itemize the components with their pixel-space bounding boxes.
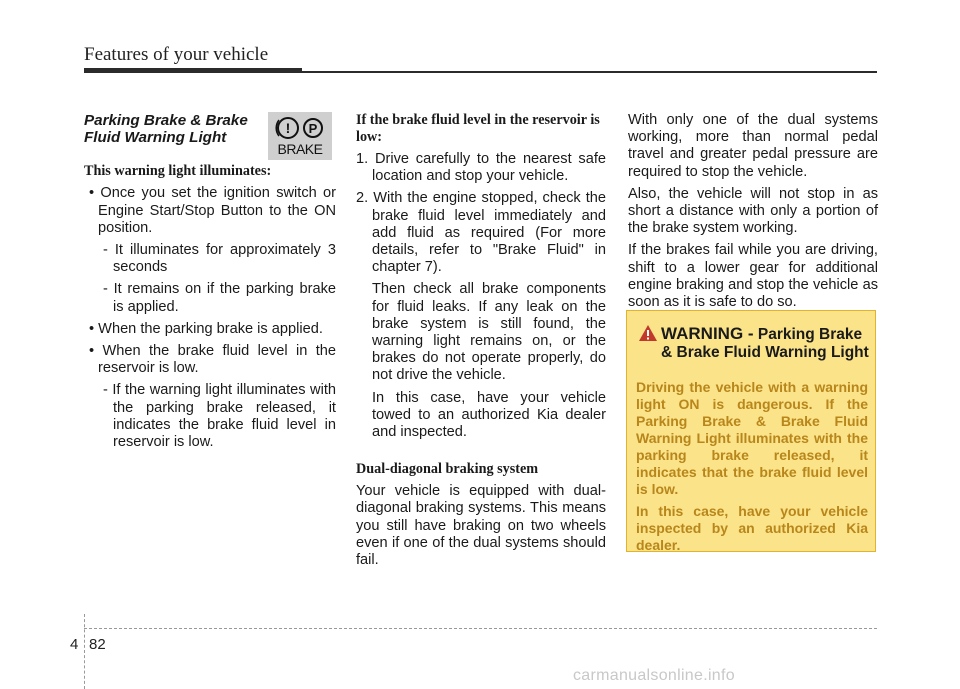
left-column — [84, 112, 336, 451]
page-header-title: Features of your vehicle — [84, 44, 269, 65]
fluid-low-heading: If the brake fluid level in the reservoir is low: — [356, 112, 600, 145]
warning-label: WARNING - — [661, 324, 754, 343]
step-1: 1. Drive carefully to the nearest safe location and stop your vehicle. — [356, 151, 606, 185]
header-rule-thin — [84, 71, 877, 73]
warning-box — [626, 310, 876, 552]
paragraph-brakes-fail: If the brakes fail while you are driving, shift to a lower gear for additional engine braking and stop the vehicle as soon as it is safe to do so. — [628, 242, 878, 311]
step-2-towed: In this case, have your vehicle towed to an authorized Kia dealer and inspected. — [372, 389, 606, 441]
footer-vertical-rule — [84, 614, 85, 689]
footer-rule — [84, 628, 877, 629]
illuminates-heading: This warning light illuminates: — [84, 163, 272, 180]
dash-fluid-level-low: - If the warning light illuminates with the parking brake released, it indicates the brake fluid level in reservoir is low. — [103, 382, 336, 451]
warning-body — [636, 379, 868, 554]
brake-icon-label: BRAKE — [277, 141, 323, 157]
bullet-ignition-text: Once you set the ignition switch or Engine Start/Stop Button to the ON position. — [98, 185, 336, 236]
bullet-parking-brake: • When the parking brake is applied. — [89, 320, 323, 337]
paragraph-pedal-travel: With only one of the dual systems working, more than normal pedal travel and greater pedal pressure are required to stop the vehicle. — [628, 112, 878, 180]
brake-icon-mark: ! — [285, 120, 291, 136]
bullet-parking-brake-text: When the parking brake is applied. — [98, 320, 323, 337]
warning-triangle-icon — [638, 324, 658, 342]
middle-column — [356, 112, 606, 569]
bullet-fluid-low: • When the brake fluid level in the reservoir is low. — [89, 343, 336, 377]
brake-icon-letter: P — [308, 121, 318, 136]
dual-diagonal-paragraph: Your vehicle is equipped with dual-diagonal braking systems. This means you still have braking on two wheels even if one of the dual systems should fail. — [356, 483, 606, 569]
step-2: 2. With the engine stopped, check the brake fluid level immediately and add fluid as required (For more details, refer to "Brake Fluid" in chapter 7). — [356, 190, 606, 276]
section-title: Parking Brake & Brake Fluid Warning Light — [84, 112, 248, 147]
paragraph-stopping-distance: Also, the vehicle will not stop in as short a distance with only a portion of the brake system working. — [628, 185, 878, 237]
step-2-check-leaks: Then check all brake components for fluid leaks. If any leak on the brake system is still found, the warning light remains on, or the brakes do not operate properly, do not drive the vehicle. — [372, 281, 606, 384]
bullet-fluid-low-text: When the brake fluid level in the reservoir is low. — [98, 343, 336, 377]
warning-body-2: In this case, have your vehicle inspected by an authorized Kia dealer. — [636, 503, 868, 553]
chapter-number: 4 — [70, 636, 79, 653]
watermark: carmanualsonline.info — [573, 667, 735, 684]
dash-remains-on: - It remains on if the parking brake is applied. — [103, 281, 336, 315]
warning-body-1: Driving the vehicle with a warning light ON is dangerous. If the Parking Brake & Brake Fluid Warning Light illuminates with the parking brake released, it indicates that the brake fluid level is low. — [636, 379, 868, 497]
warning-heading — [661, 325, 871, 361]
page-number: 82 — [89, 636, 106, 653]
dual-diagonal-heading: Dual-diagonal braking system — [356, 461, 539, 478]
bullet-ignition: • Once you set the ignition switch or Engine Start/Stop Button to the ON position. — [89, 185, 336, 236]
dash-approx-3-seconds: - It illuminates for approximately 3 seconds — [103, 242, 336, 276]
warning-title: Parking Brake & Brake Fluid Warning Light — [661, 326, 869, 361]
right-column — [628, 112, 878, 311]
